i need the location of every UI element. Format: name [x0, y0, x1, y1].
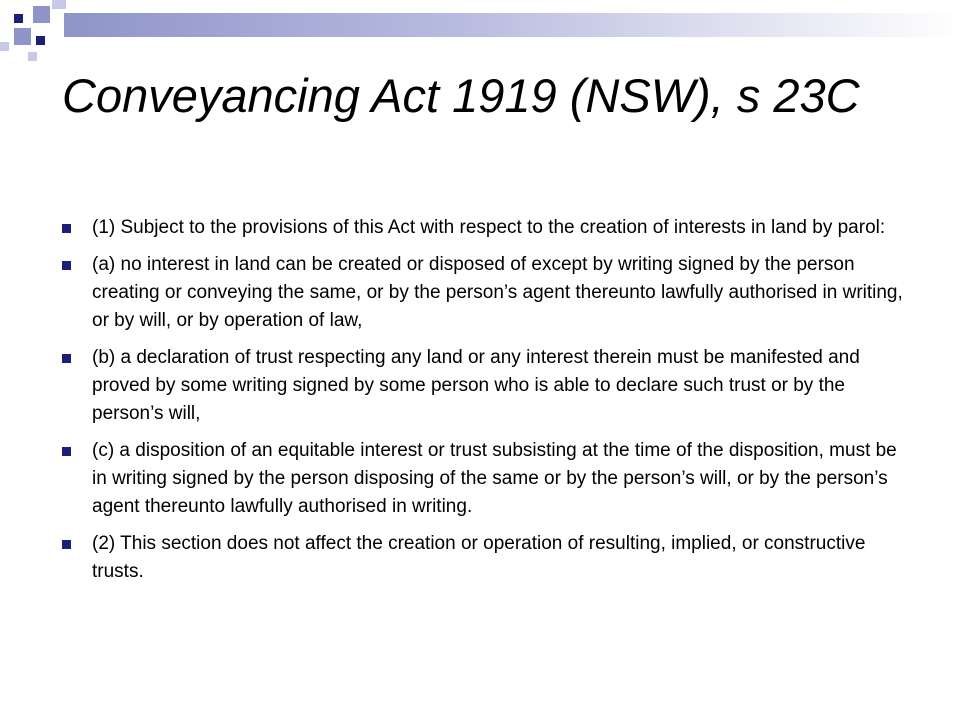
square-bullet-icon [62, 540, 71, 549]
list-item [62, 344, 912, 428]
corner-square-decoration [52, 0, 66, 9]
list-item [62, 214, 912, 242]
bullet-text: (a) no interest in land can be created or disposed of except by writing signed by the person creating or conveying the same, or by the person’s agent thereunto lawfully authorised in writing, or by will, or by operation of law, [92, 254, 903, 331]
corner-square-decoration [0, 42, 9, 51]
list-item [62, 251, 912, 335]
corner-square-decoration [36, 36, 45, 45]
list-item [62, 437, 912, 521]
bullet-text: (c) a disposition of an equitable interest or trust subsisting at the time of the disposition, must be in writing signed by the person disposing of the same or by the person’s will, or by the person’s agent thereunto lawfully authorised in writing. [92, 440, 897, 517]
bullet-text: (1) Subject to the provisions of this Act with respect to the creation of interests in land by parol: [92, 217, 886, 238]
bullet-list [62, 214, 912, 595]
square-bullet-icon [62, 224, 71, 233]
corner-square-decoration [28, 52, 37, 61]
corner-square-decoration [33, 6, 50, 23]
slide-title: Conveyancing Act 1919 (NSW), s 23C [62, 69, 860, 122]
corner-square-decoration [14, 14, 23, 23]
header-gradient-bar [64, 13, 960, 37]
square-bullet-icon [62, 261, 71, 270]
square-bullet-icon [62, 447, 71, 456]
bullet-text: (b) a declaration of trust respecting any land or any interest therein must be manifested and proved by some writing signed by some person who is able to declare such trust or by the person’s will, [92, 347, 860, 424]
bullet-text: (2) This section does not affect the creation or operation of resulting, implied, or constructive trusts. [92, 533, 866, 582]
square-bullet-icon [62, 354, 71, 363]
list-item [62, 530, 912, 586]
corner-square-decoration [14, 28, 31, 45]
